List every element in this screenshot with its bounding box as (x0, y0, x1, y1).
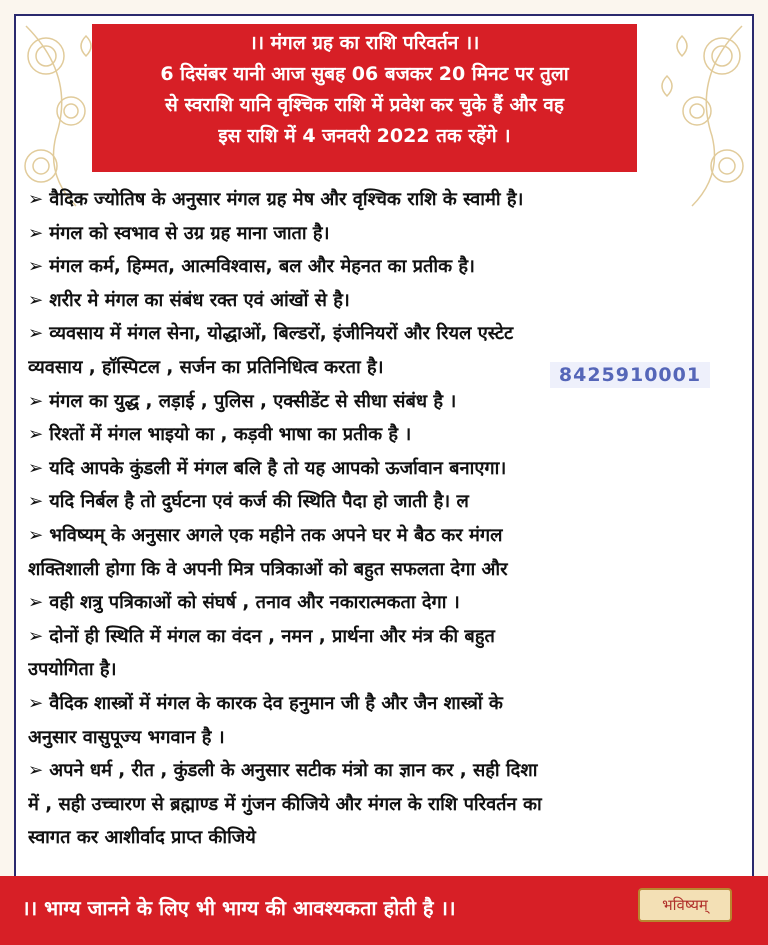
continuation-line: शक्तिशाली होगा कि वे अपनी मित्र पत्रिकाओं को बहुत सफलता देगा और (28, 558, 508, 580)
phone-number: 8425910001 (550, 362, 710, 388)
arrow-icon: ➢ (28, 256, 44, 278)
content-body (28, 183, 740, 855)
footer-banner (0, 876, 768, 945)
header-line: इस राशि में 4 जनवरी 2022 तक रहेंगे । (218, 125, 511, 147)
arrow-icon: ➢ (28, 625, 44, 647)
bullet-line: ➢ मंगल को स्वभाव से उग्र ग्रह माना जाता है। (28, 222, 330, 244)
continuation-line: में , सही उच्चारण से ब्रह्माण्ड में गुंजन कीजिये और मंगल के राशि परिवर्तन का (28, 793, 542, 815)
bullet-line: ➢ मंगल कर्म, हिम्मत, आत्मविश्वास, बल और मेहनत का प्रतीक है। (28, 256, 475, 278)
continuation-line: स्वागत कर आशीर्वाद प्राप्त कीजिये (28, 827, 256, 849)
bullet-line: ➢ रिश्तों में मंगल भाइयो का , कड़वी भाषा का प्रतीक है । (28, 424, 412, 446)
bullet-line: ➢ यदि निर्बल है तो दुर्घटना एवं कर्ज की स्थिति पैदा हो जाती है। ल (28, 491, 469, 513)
bullet-line: ➢ वैदिक शास्त्रों में मंगल के कारक देव हनुमान जी है और जैन शास्त्रों के (28, 692, 503, 714)
arrow-icon: ➢ (28, 524, 44, 546)
arrow-icon: ➢ (28, 592, 44, 614)
header-title: ।। मंगल ग्रह का राशि परिवर्तन ।। (249, 32, 480, 54)
arrow-icon: ➢ (28, 457, 44, 479)
bullet-line: ➢ मंगल का युद्ध , लड़ाई , पुलिस , एक्सीडेंट से सीधा संबंध है । (28, 390, 457, 412)
header-line: से स्वराशि यानि वृश्चिक राशि में प्रवेश कर चुके हैं और वह (165, 94, 564, 116)
arrow-icon: ➢ (28, 692, 44, 714)
arrow-icon: ➢ (28, 760, 44, 782)
arrow-icon: ➢ (28, 491, 44, 513)
arrow-icon: ➢ (28, 424, 44, 446)
bullet-line: ➢ भविष्यम् के अनुसार अगले एक महीने तक अपने घर मे बैठ कर मंगल (28, 524, 503, 546)
bullet-line: ➢ यदि आपके कुंडली में मंगल बलि है तो यह आपको ऊर्जावान बनाएगा। (28, 457, 507, 479)
arrow-icon: ➢ (28, 222, 44, 244)
continuation-line: व्यवसाय , हॉस्पिटल , सर्जन का प्रतिनिधित्व करता है। (28, 356, 384, 378)
arrow-icon: ➢ (28, 189, 44, 210)
arrow-icon: ➢ (28, 390, 44, 412)
header-banner (92, 24, 637, 172)
continuation-line: अनुसार वासुपूज्य भगवान है । (28, 726, 225, 748)
bullet-line: ➢ शरीर मे मंगल का संबंध रक्त एवं आंखों से है। (28, 289, 350, 311)
arrow-icon: ➢ (28, 289, 44, 311)
footer-text: ।। भाग्य जानने के लिए भी भाग्य की आवश्यकता होती है ।। (22, 896, 456, 920)
brand-logo: भविष्यम् (638, 888, 732, 922)
bullet-line: ➢ वैदिक ज्योतिष के अनुसार मंगल ग्रह मेष और वृश्चिक राशि के स्वामी है। (28, 189, 524, 210)
header-line: 6 दिसंबर यानी आज सुबह 06 बजकर 20 मिनट पर तुला (160, 63, 569, 85)
bullet-line: ➢ दोनों ही स्थिति में मंगल का वंदन , नमन , प्रार्थना और मंत्र की बहुत (28, 625, 495, 647)
arrow-icon: ➢ (28, 323, 44, 345)
continuation-line: उपयोगिता है। (28, 659, 117, 681)
bullet-line: ➢ अपने धर्म , रीत , कुंडली के अनुसार सटीक मंत्रो का ज्ञान कर , सही दिशा (28, 760, 538, 782)
bullet-line: ➢ व्यवसाय में मंगल सेना, योद्धाओं, बिल्डरों, इंजीनियरों और रियल एस्टेट (28, 323, 514, 345)
bullet-line: ➢ वही शत्रु पत्रिकाओं को संघर्ष , तनाव और नकारात्मकता देगा । (28, 592, 460, 614)
